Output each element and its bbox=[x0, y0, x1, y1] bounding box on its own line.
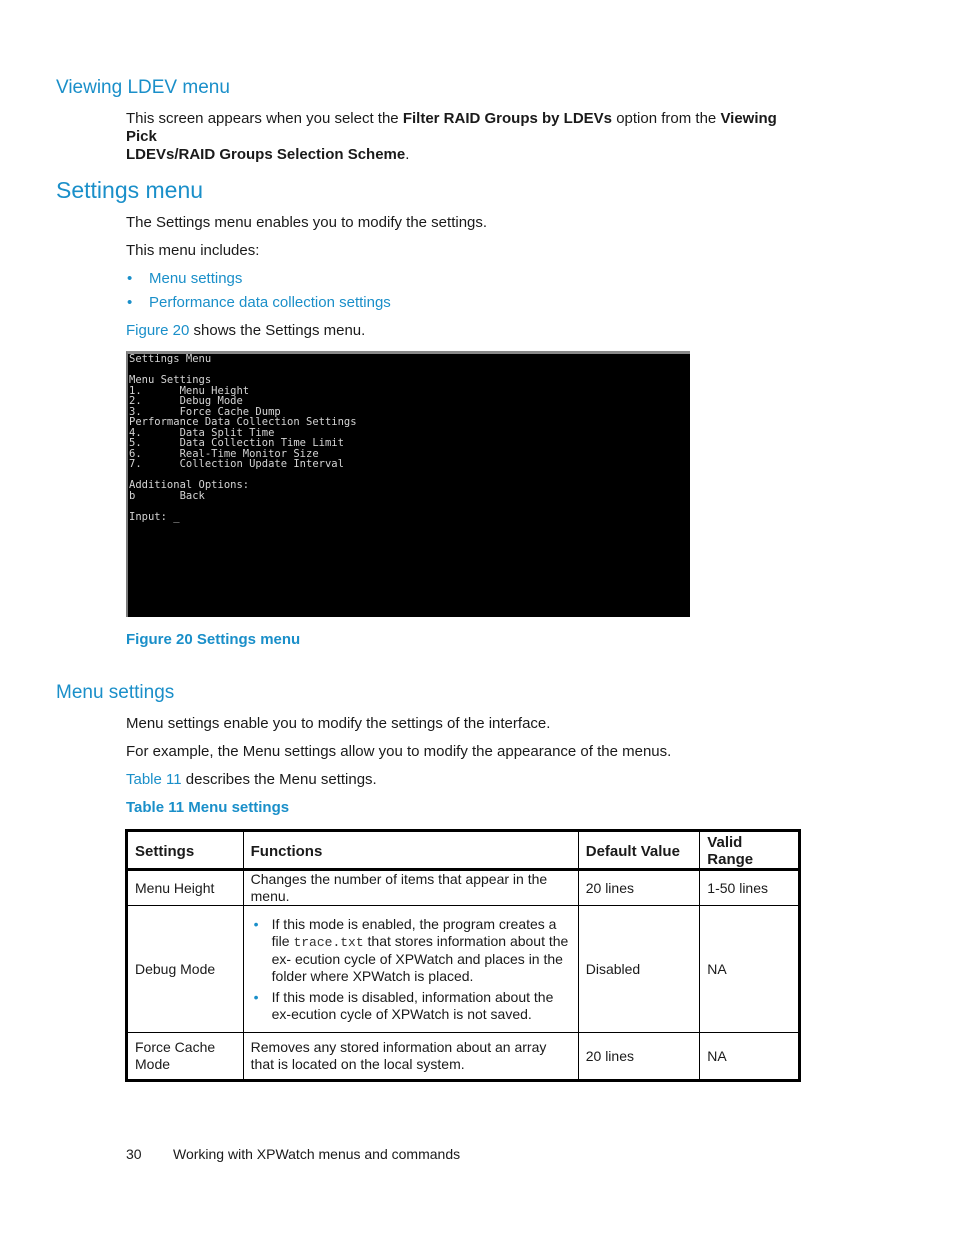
cell-range: NA bbox=[700, 906, 800, 1033]
table-row bbox=[127, 906, 800, 1033]
menu-settings-para2: For example, the Menu settings allow you to modify the appearance of the menus. bbox=[126, 743, 672, 760]
cell-default: 20 lines bbox=[578, 870, 700, 906]
cell-range: 1-50 lines bbox=[700, 870, 800, 906]
cell-setting: Force Cache Mode bbox=[127, 1033, 244, 1081]
header-valid-range: Valid Range bbox=[700, 831, 800, 870]
figure-caption: Figure 20 Settings menu bbox=[126, 631, 301, 648]
section-heading-viewing-ldev: Viewing LDEV menu bbox=[56, 77, 230, 98]
header-functions: Functions bbox=[243, 831, 578, 870]
table-caption: Table 11 Menu settings bbox=[126, 799, 290, 816]
header-default-value: Default Value bbox=[578, 831, 700, 870]
list-item: • If this mode is disabled, information about the ex-ecution cycle of XPWatch is not saved. bbox=[251, 989, 571, 1023]
cell-function bbox=[243, 906, 578, 1033]
page-number: 30 bbox=[126, 1146, 142, 1162]
cell-setting: Menu Height bbox=[127, 870, 244, 906]
cell-setting: Debug Mode bbox=[127, 906, 244, 1033]
menu-settings-table bbox=[125, 829, 801, 1082]
debug-mode-function-list bbox=[251, 916, 571, 1023]
settings-menu-bullet-list bbox=[126, 270, 391, 318]
table-row bbox=[127, 870, 800, 906]
header-settings: Settings bbox=[127, 831, 244, 870]
table-row bbox=[127, 1033, 800, 1081]
figure-reference-line: Figure 20 shows the Settings menu. bbox=[126, 322, 366, 339]
link-performance-data-collection-settings[interactable]: • Performance data collection settings bbox=[126, 294, 391, 318]
link-menu-settings[interactable]: • Menu settings bbox=[126, 270, 391, 294]
cell-default: 20 lines bbox=[578, 1033, 700, 1081]
cell-function: Removes any stored information about an array that is located on the local system. bbox=[243, 1033, 578, 1081]
settings-menu-terminal-screenshot bbox=[126, 351, 690, 617]
section-heading-settings-menu: Settings menu bbox=[56, 177, 204, 203]
cell-range: NA bbox=[700, 1033, 800, 1081]
list-item: • If this mode is enabled, the program creates a file trace.txt that stores information about the ex- ecution cycle of XPWatch and places in the folder where XPWatch is placed. bbox=[251, 916, 571, 985]
settings-menu-para1: The Settings menu enables you to modify the settings. bbox=[126, 214, 488, 231]
terminal-text: Settings Menu Menu Settings 1. Menu Height 2. Debug Mode 3. Force Cache Dump Performance Data Collection Settings 4. Data Split Time 5. Data Collection Time Limit 6. Real-Time Monitor Size 7. Collection Update Interval Additional Options: b Back Input: _ bbox=[129, 353, 357, 523]
trace-file-code: trace.txt bbox=[293, 934, 364, 950]
menu-settings-para1: Menu settings enable you to modify the settings of the interface. bbox=[126, 715, 551, 732]
table-header-row bbox=[127, 831, 800, 870]
footer-title: Working with XPWatch menus and commands bbox=[173, 1146, 461, 1162]
cell-function: Changes the number of items that appear in the menu. bbox=[243, 870, 578, 906]
viewing-ldev-description: This screen appears when you select the Filter RAID Groups by LDEVs option from the Viewing Pick LDEVs/RAID Groups Selection Scheme. bbox=[126, 110, 777, 163]
settings-menu-para2: This menu includes: bbox=[126, 242, 260, 259]
cell-default: Disabled bbox=[578, 906, 700, 1033]
table-reference-line: Table 11 describes the Menu settings. bbox=[126, 771, 377, 788]
section-heading-menu-settings: Menu settings bbox=[56, 682, 175, 703]
figure-20-link[interactable]: Figure 20 bbox=[126, 322, 190, 339]
table-11-link[interactable]: Table 11 bbox=[126, 771, 182, 788]
